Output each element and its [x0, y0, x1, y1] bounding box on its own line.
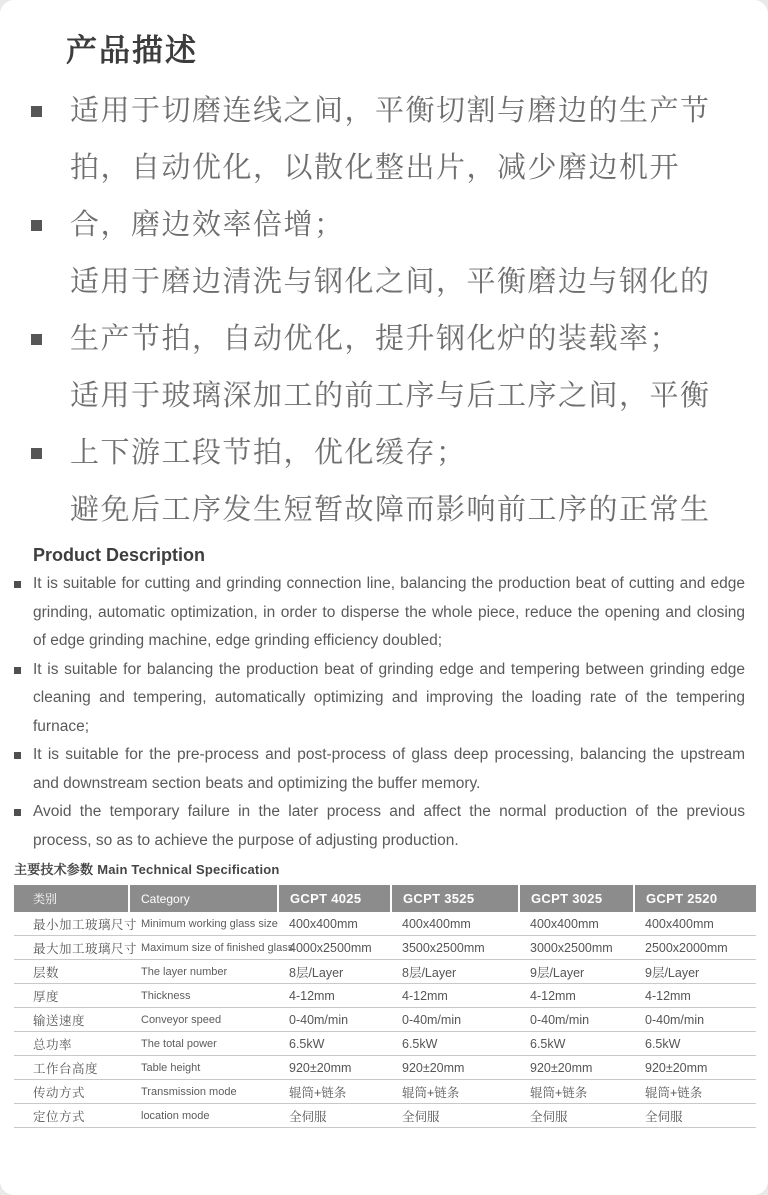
table-row [14, 1008, 756, 1032]
zh-text-line: 合，磨边效率倍增； [70, 209, 345, 241]
cell-value: 9层/Layer [634, 960, 756, 984]
table-header-row [14, 885, 756, 912]
cell-value: 6.5kW [278, 1032, 391, 1056]
cell-value: 9层/Layer [519, 960, 634, 984]
bullet-square-icon [31, 220, 42, 231]
cell-en-label: The total power [129, 1032, 278, 1056]
cell-value: 6.5kW [634, 1032, 756, 1056]
en-text: It is suitable for balancing the production beat of grinding edge and tempering between grinding edge cleaning and tempering, automatically optimizing and improving the loading rate of the tempering furnace; [33, 660, 745, 735]
zh-text-line: 适用于玻璃深加工的前工序与后工序之间，平衡 [70, 380, 711, 412]
list-item [0, 741, 768, 798]
en-text: It is suitable for the pre-process and post-process of glass deep processing, balancing the upstream and downstream section beats and optimizing the buffer memory. [33, 746, 745, 792]
cell-en-label: location mode [129, 1104, 278, 1128]
cell-value: 920±20mm [278, 1056, 391, 1080]
header-model-3: GCPT 3025 [519, 885, 634, 912]
spec-title-zh: 主要技术参数 [14, 862, 94, 877]
cell-value: 辊筒+链条 [278, 1080, 391, 1104]
cell-value: 400x400mm [634, 912, 756, 936]
cell-en-label: Thickness [129, 984, 278, 1008]
cell-zh-label: 最大加工玻璃尺寸 [14, 936, 129, 960]
cell-value: 辊筒+链条 [634, 1080, 756, 1104]
cell-value: 920±20mm [391, 1056, 519, 1080]
table-row [14, 984, 756, 1008]
table-row [14, 1032, 756, 1056]
spec-table [14, 885, 756, 1128]
cell-value: 920±20mm [519, 1056, 634, 1080]
cell-value: 0-40m/min [634, 1008, 756, 1032]
spec-title-en: Main Technical Specification [97, 862, 280, 877]
cell-zh-label: 总功率 [14, 1032, 129, 1056]
cell-zh-label: 厚度 [14, 984, 129, 1008]
cell-value: 4000x2500mm [278, 936, 391, 960]
header-model-1: GCPT 4025 [278, 885, 391, 912]
zh-text-line: 生产节拍，自动优化，提升钢化炉的装载率； [70, 323, 681, 355]
cell-en-label: Maximum size of finished glass [129, 936, 278, 960]
cell-value: 全伺服 [634, 1104, 756, 1128]
list-item [0, 83, 768, 197]
table-row [14, 1104, 756, 1128]
cell-zh-label: 最小加工玻璃尺寸 [14, 912, 129, 936]
table-row [14, 936, 756, 960]
cell-en-label: Minimum working glass size [129, 912, 278, 936]
en-bullet-list [0, 570, 768, 855]
cell-zh-label: 输送速度 [14, 1008, 129, 1032]
cell-value: 3500x2500mm [391, 936, 519, 960]
cell-value: 400x400mm [519, 912, 634, 936]
cell-value: 400x400mm [278, 912, 391, 936]
cell-value: 4-12mm [278, 984, 391, 1008]
cell-value: 4-12mm [634, 984, 756, 1008]
cell-value: 全伺服 [391, 1104, 519, 1128]
zh-bullet-list [0, 83, 768, 539]
bullet-square-icon [31, 448, 42, 459]
cell-en-label: Transmission mode [129, 1080, 278, 1104]
spec-table-title [14, 859, 768, 878]
table-row [14, 912, 756, 936]
bullet-square-icon [14, 581, 21, 588]
table-row [14, 1056, 756, 1080]
cell-value: 3000x2500mm [519, 936, 634, 960]
bullet-square-icon [14, 667, 21, 674]
cell-zh-label: 层数 [14, 960, 129, 984]
cell-value: 8层/Layer [391, 960, 519, 984]
zh-text-line: 避免后工序发生短暂故障而影响前工序的正常生 [70, 494, 711, 526]
bullet-square-icon [31, 106, 42, 117]
zh-text-line: 拍，自动优化，以散化整出片，减少磨边机开 [70, 152, 681, 184]
table-row [14, 1080, 756, 1104]
zh-text-line: 上下游工段节拍，优化缓存； [70, 437, 467, 469]
header-category-zh: 类别 [14, 885, 129, 912]
table-row [14, 960, 756, 984]
list-item [0, 311, 768, 425]
cell-value: 8层/Layer [278, 960, 391, 984]
cell-value: 0-40m/min [278, 1008, 391, 1032]
header-model-2: GCPT 3525 [391, 885, 519, 912]
cell-en-label: The layer number [129, 960, 278, 984]
list-item [0, 425, 768, 539]
cell-en-label: Conveyor speed [129, 1008, 278, 1032]
list-item [0, 798, 768, 855]
header-model-4: GCPT 2520 [634, 885, 756, 912]
zh-text-line: 适用于切磨连线之间，平衡切割与磨边的生产节 [70, 95, 711, 127]
cell-value: 920±20mm [634, 1056, 756, 1080]
bullet-square-icon [14, 752, 21, 759]
zh-text-line: 适用于磨边清洗与钢化之间，平衡磨边与钢化的 [70, 266, 711, 298]
en-text: Avoid the temporary failure in the later process and affect the normal production of the previous process, so as to achieve the purpose of adjusting production. [33, 803, 745, 849]
cell-value: 辊筒+链条 [391, 1080, 519, 1104]
cell-value: 4-12mm [519, 984, 634, 1008]
cell-zh-label: 传动方式 [14, 1080, 129, 1104]
cell-value: 6.5kW [391, 1032, 519, 1056]
cell-value: 全伺服 [519, 1104, 634, 1128]
cell-value: 辊筒+链条 [519, 1080, 634, 1104]
cell-value: 全伺服 [278, 1104, 391, 1128]
cell-value: 4-12mm [391, 984, 519, 1008]
cell-value: 400x400mm [391, 912, 519, 936]
list-item [0, 197, 768, 311]
cell-zh-label: 工作台高度 [14, 1056, 129, 1080]
cell-zh-label: 定位方式 [14, 1104, 129, 1128]
list-item [0, 570, 768, 656]
header-category-en: Category [129, 885, 278, 912]
cell-value: 0-40m/min [519, 1008, 634, 1032]
zh-section-title: 产品描述 [66, 33, 198, 68]
cell-value: 0-40m/min [391, 1008, 519, 1032]
cell-value: 2500x2000mm [634, 936, 756, 960]
en-section-title: Product Description [33, 545, 206, 565]
cell-value: 6.5kW [519, 1032, 634, 1056]
en-text: It is suitable for cutting and grinding connection line, balancing the production beat of cutting and edge grinding, automatic optimization, in order to disperse the whole piece, reduce the opening and closing of edge grinding machine, edge grinding efficiency doubled; [33, 575, 745, 649]
list-item [0, 656, 768, 742]
bullet-square-icon [14, 809, 21, 816]
bullet-square-icon [31, 334, 42, 345]
cell-en-label: Table height [129, 1056, 278, 1080]
